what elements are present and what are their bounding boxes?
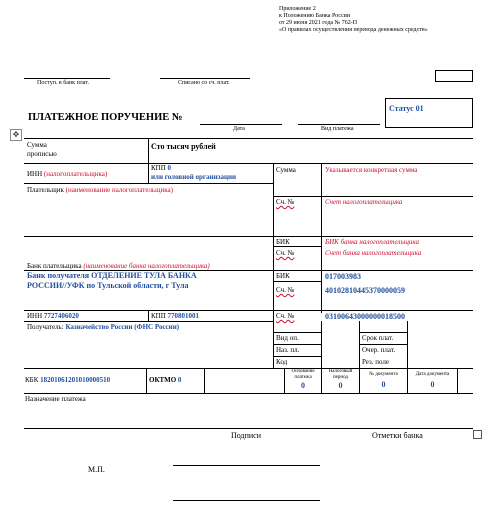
signatures-label: Подписи	[231, 431, 262, 440]
received-label: Поступ. в банк плат.	[37, 80, 89, 86]
recipient-bik-label: БИК	[276, 272, 290, 280]
status-field: Статус 01	[389, 104, 424, 113]
payer-bank-account-label: Сч. №	[276, 249, 295, 257]
appendix-line-1: Приложение 2	[279, 6, 316, 12]
basis-value[interactable]: 0	[301, 381, 305, 390]
debited-label: Списано со сч. плат.	[178, 80, 230, 86]
date-label: Дата	[233, 126, 245, 132]
row-line-op-1	[273, 332, 321, 333]
amount-words-label-2: прописью	[27, 150, 57, 158]
row-line-purpose-top	[24, 393, 473, 394]
recipient-bank-account-label: Сч. №	[276, 286, 295, 294]
recipient-kpp-field[interactable]: КПП 770801001	[151, 312, 200, 320]
row-line-budget-top	[24, 368, 473, 369]
payer-kpp-note: или головной организации	[151, 173, 237, 181]
date-line	[200, 124, 282, 125]
recipient-bank-account-value[interactable]: 40102810445370000059	[325, 286, 405, 295]
kbk-divider	[146, 368, 147, 393]
row-line-op-r2	[359, 344, 407, 345]
op-type-label: Вид оп.	[276, 334, 299, 342]
doc-number-label: № документа	[369, 372, 398, 377]
appendix-line-3: от 29 июня 2021 года № 762-П	[279, 20, 358, 26]
tax-period-value[interactable]: 0	[338, 381, 343, 390]
purpose-code-label: Наз. пл.	[276, 346, 300, 354]
status-box[interactable]	[385, 98, 473, 128]
recipient-bank-line-2[interactable]: РОССИИ//УФК по Тульской области, г Тула	[27, 281, 189, 290]
payer-name-field[interactable]: Плательщик (наименование налогоплательщика)	[27, 186, 173, 194]
row-line-recipient-bik	[273, 281, 321, 282]
payer-bank-bik-value[interactable]: БИК банка налогоплательщика	[325, 238, 420, 246]
docdate-right-divider	[457, 368, 458, 393]
signature-line-1[interactable]	[173, 465, 320, 466]
row-line-payer-bank-bik	[273, 246, 321, 247]
operation-left-border	[273, 310, 274, 368]
doc-date-value[interactable]: 0	[430, 380, 435, 389]
row-line-op-r1	[359, 332, 407, 333]
row-line-payer-account	[273, 196, 473, 197]
amount-words-divider	[148, 138, 149, 163]
row-line-op-2	[273, 344, 321, 345]
appendix-line-2: к Положению Банка России	[279, 13, 351, 19]
row-line-inn-top	[24, 163, 473, 164]
recipient-account-value[interactable]: 03100643000000018500	[325, 312, 405, 321]
recipient-inn-kpp-divider	[148, 310, 149, 321]
appendix-line-4: «О правилах осуществления перевода денежных средств»	[279, 27, 428, 33]
row-line-amount-top	[24, 138, 473, 139]
payer-inn-field[interactable]: ИНН (налогоплательщика)	[27, 170, 108, 178]
basis-label: Основание платежа	[291, 369, 315, 380]
payment-order-label: Очер. плат.	[362, 346, 396, 354]
sum-label: Сумма	[276, 166, 296, 174]
amount-words-value[interactable]: Сто тысяч рублей	[151, 142, 216, 151]
doc-number-value[interactable]: 0	[381, 380, 386, 389]
payer-bank-field[interactable]: Банк плательщика (наименование банка налогоплательщика)	[27, 262, 210, 270]
amount-words-label-1: Сумма	[27, 141, 47, 149]
row-line-recipient-top	[24, 310, 473, 311]
recipient-account-label: Сч. №	[276, 312, 295, 320]
received-date-line	[24, 78, 110, 79]
payer-account-value[interactable]: Счет налогоплательщика	[325, 198, 403, 206]
due-date-label: Срок плат.	[362, 334, 394, 342]
reserve-field-label: Рез. поле	[362, 358, 390, 366]
payer-bank-account-value[interactable]: Счет банка налогоплательщика	[325, 249, 422, 257]
row-line-payer-top	[24, 183, 274, 184]
code-label: Код	[276, 358, 288, 366]
recipient-bank-line-1[interactable]: Банк получателя ОТДЕЛЕНИЕ ТУЛА БАНКА	[27, 271, 197, 280]
tax-period-label: Налоговый период	[328, 369, 353, 380]
payer-account-label: Сч. №	[276, 198, 295, 206]
label-column-divider	[321, 163, 322, 313]
doc-date-label: Дата документа	[415, 372, 450, 377]
move-handle-icon[interactable]: ✥	[10, 129, 22, 141]
payment-type-label: Вид платежа	[321, 126, 354, 132]
debited-date-line	[160, 78, 250, 79]
operation-label-divider	[321, 321, 322, 368]
recipient-bik-value[interactable]: 017003983	[325, 272, 361, 281]
sum-value[interactable]: Указывается конкретная сумма	[325, 166, 418, 174]
inn-kpp-divider	[148, 163, 149, 183]
oktmo-divider	[204, 368, 205, 393]
row-line-payer-bank-top	[24, 236, 473, 237]
row-line-op-3	[273, 356, 321, 357]
bank-marks-checkbox[interactable]	[473, 430, 482, 439]
row-line-purpose-bottom	[24, 428, 473, 429]
payer-kpp-field[interactable]: КПП 0	[151, 164, 172, 172]
bank-marks-label: Отметки банка	[372, 431, 423, 440]
recipient-inn-field[interactable]: ИНН 7727406020	[27, 312, 79, 320]
row-line-recipient-name	[24, 321, 274, 322]
document-title: ПЛАТЕЖНОЕ ПОРУЧЕНИЕ №	[28, 112, 183, 123]
payment-purpose-label: Назначение платежа	[25, 395, 86, 403]
oktmo-field[interactable]: ОКТМО 0	[149, 376, 182, 384]
recipient-name-field[interactable]: Получатель: Казначейство России (ФНС России)	[27, 323, 180, 331]
stamp-label: М.П.	[88, 465, 105, 474]
main-column-divider	[273, 163, 274, 313]
kbk-field[interactable]: КБК 18201061201010000510	[25, 376, 111, 384]
payer-bank-bik-label: БИК	[276, 238, 290, 246]
signature-line-2[interactable]	[173, 500, 320, 501]
payment-type-line	[298, 124, 380, 125]
form-code-box[interactable]	[435, 70, 473, 82]
operation-right-divider	[407, 321, 408, 368]
